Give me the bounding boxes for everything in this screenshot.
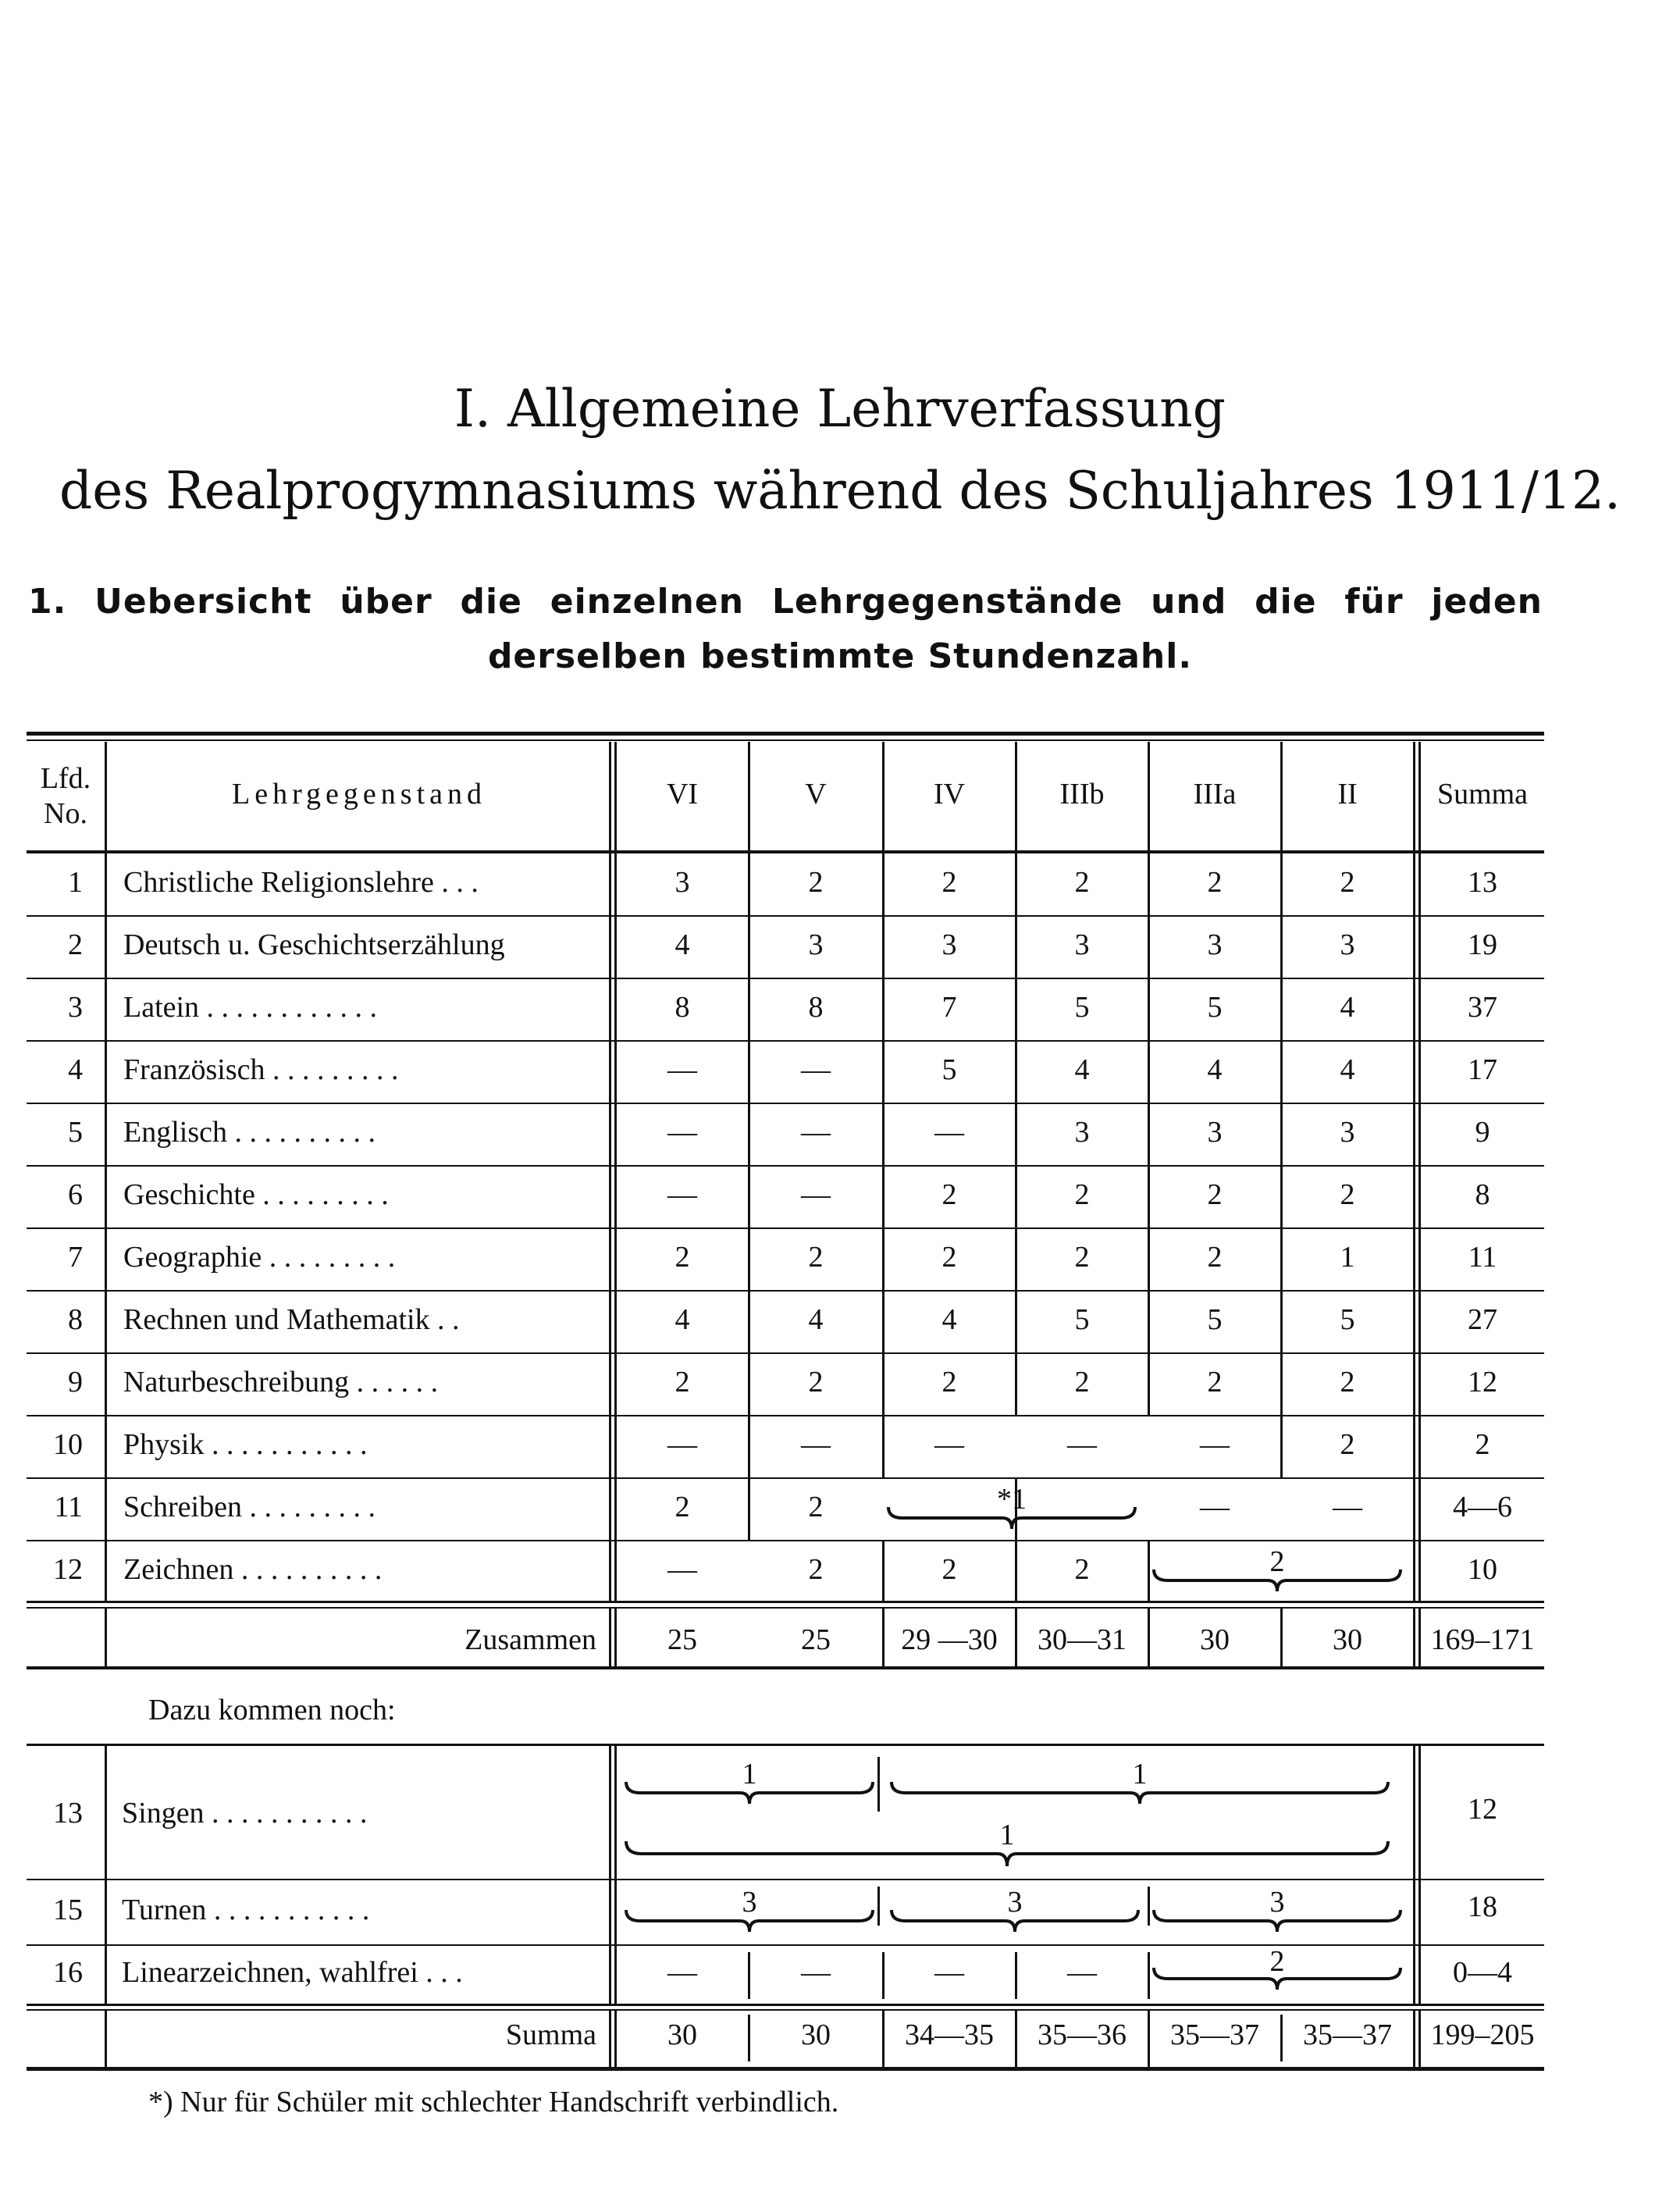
singen-brace-1 xyxy=(625,1780,874,1812)
row-10-class-v: — xyxy=(801,1428,831,1461)
row-rule xyxy=(27,1227,1544,1229)
row-3-no: 3 xyxy=(68,991,83,1024)
row-7-class-ii: 1 xyxy=(1340,1241,1355,1274)
row-4-class-ii: 4 xyxy=(1340,1053,1355,1086)
col-line xyxy=(1413,1746,1415,2004)
dazu-label: Dazu kommen noch: xyxy=(148,1694,396,1726)
col-line xyxy=(609,1746,611,2004)
singen-brace-2 xyxy=(890,1780,1390,1812)
zusammen-vi: 25 xyxy=(667,1623,697,1656)
col-line xyxy=(105,1746,107,2004)
col-line xyxy=(1148,1540,1150,1601)
row-rule xyxy=(27,1103,1544,1104)
row-10-no: 10 xyxy=(53,1428,83,1461)
turnen-brace-3 xyxy=(1152,1908,1402,1940)
summa-v: 30 xyxy=(801,2018,831,2051)
row-1-no: 1 xyxy=(68,866,83,899)
row-9-class-iiia: 2 xyxy=(1207,1366,1223,1399)
header-class-iv: IV xyxy=(933,778,966,811)
header-no: No. xyxy=(44,797,87,830)
zusammen-iiia: 30 xyxy=(1200,1623,1230,1656)
row-6-class-iiia: 2 xyxy=(1207,1178,1223,1211)
summa-iiib: 35—36 xyxy=(1038,2018,1127,2051)
singen-brace-1-value: 1 xyxy=(742,1758,757,1790)
row-10-class-iiib: — xyxy=(1067,1428,1097,1461)
header-rule xyxy=(27,850,1544,853)
header-sum: Summa xyxy=(1436,778,1529,811)
row-9-sum: 12 xyxy=(1468,1366,1497,1399)
row-6-class-iv: 2 xyxy=(941,1178,957,1211)
row-9-class-iiib: 2 xyxy=(1074,1366,1090,1399)
row-1-class-ii: 2 xyxy=(1340,866,1355,899)
row-6-sum: 8 xyxy=(1475,1178,1490,1211)
row-rule xyxy=(27,1040,1544,1042)
zusammen-rule-thin xyxy=(27,1607,1544,1609)
row-12-class-iv: 2 xyxy=(941,1553,957,1586)
row-5-class-iv: — xyxy=(934,1116,964,1149)
row-rule xyxy=(27,1290,1544,1292)
row-8-class-v: 4 xyxy=(808,1303,824,1336)
row-1-class-iiia: 2 xyxy=(1207,866,1223,899)
row-7-class-vi: 2 xyxy=(674,1241,690,1274)
row-7-class-iiib: 2 xyxy=(1074,1241,1090,1274)
row-6-class-iiib: 2 xyxy=(1074,1178,1090,1211)
header-class-iiib: IIIb xyxy=(1059,778,1105,811)
row-10-class-iiia: — xyxy=(1200,1428,1230,1461)
schreiben-brace-value: *1 xyxy=(997,1483,1027,1516)
linear-brace-value: 2 xyxy=(1269,1945,1285,1978)
row-11-sum: 4—6 xyxy=(1453,1491,1512,1523)
row-11-subject: Schreiben . . . . . . . . . xyxy=(123,1491,376,1523)
row-5-class-v: — xyxy=(801,1116,831,1149)
row-1-class-v: 2 xyxy=(808,866,824,899)
row-2-no: 2 xyxy=(68,928,83,961)
row-rule xyxy=(27,915,1544,917)
row-3-class-vi: 8 xyxy=(674,991,690,1024)
row-16-iiib: — xyxy=(1067,1956,1097,1989)
row-12-class-v: 2 xyxy=(808,1553,824,1586)
row-16-no: 16 xyxy=(53,1956,83,1989)
dazu-rule xyxy=(27,1744,1544,1746)
summa-iv: 34—35 xyxy=(905,2018,994,2051)
row-4-no: 4 xyxy=(68,1053,83,1086)
col-line xyxy=(1413,2011,1415,2067)
col-line xyxy=(1413,742,1415,1601)
row-13-sum: 12 xyxy=(1468,1793,1497,1826)
row-11-class-v: 2 xyxy=(808,1491,824,1523)
header-class-iiia: IIIa xyxy=(1193,778,1237,811)
row-4-class-iv: 5 xyxy=(941,1053,957,1086)
summa-rule-thin xyxy=(27,2009,1544,2011)
row-11-class-vi: 2 xyxy=(674,1491,690,1523)
singen-brace-3-value: 1 xyxy=(999,1819,1015,1851)
row-3-subject: Latein . . . . . . . . . . . . xyxy=(123,991,378,1024)
row-9-class-v: 2 xyxy=(808,1366,824,1399)
row-9-no: 9 xyxy=(68,1366,83,1399)
row-6-class-vi: — xyxy=(667,1178,697,1211)
row-2-class-vi: 4 xyxy=(674,928,690,961)
row-6-class-v: — xyxy=(801,1178,831,1211)
summa-sum: 199–205 xyxy=(1430,2018,1535,2051)
zusammen-iiib: 30—31 xyxy=(1038,1623,1127,1656)
row-13-no: 13 xyxy=(53,1797,83,1830)
col-line xyxy=(877,1887,880,1926)
row-11-class-iiia: — xyxy=(1200,1491,1230,1523)
row-7-subject: Geographie . . . . . . . . . xyxy=(123,1241,396,1274)
row-12-class-iiib: 2 xyxy=(1074,1553,1090,1586)
row-5-class-iiib: 3 xyxy=(1074,1116,1090,1149)
summa-label: Summa xyxy=(505,2018,596,2051)
row-7-class-iv: 2 xyxy=(941,1241,957,1274)
row-6-class-ii: 2 xyxy=(1340,1178,1355,1211)
row-10-sum: 2 xyxy=(1475,1428,1490,1461)
header-class-ii: II xyxy=(1337,778,1358,811)
col-line xyxy=(105,1609,107,1666)
row-4-class-iiia: 4 xyxy=(1207,1053,1223,1086)
row-3-sum: 37 xyxy=(1468,991,1497,1024)
col-line xyxy=(105,742,107,1601)
row-5-sum: 9 xyxy=(1475,1116,1490,1149)
row-16-v: — xyxy=(801,1956,831,1989)
row-16-iv: — xyxy=(934,1956,964,1989)
row-8-no: 8 xyxy=(68,1303,83,1336)
table-top-rule-thin xyxy=(27,739,1544,741)
row-4-sum: 17 xyxy=(1468,1053,1497,1086)
row-rule xyxy=(27,1165,1544,1167)
row-15-sum: 18 xyxy=(1468,1890,1497,1923)
row-1-class-iv: 2 xyxy=(941,866,957,899)
zusammen-ii: 30 xyxy=(1333,1623,1362,1656)
row-rule xyxy=(27,1352,1544,1354)
row-10-subject: Physik . . . . . . . . . . . xyxy=(123,1428,368,1461)
col-line xyxy=(1148,1887,1150,1926)
turnen-brace-2-value: 3 xyxy=(1007,1886,1023,1919)
row-5-class-vi: — xyxy=(667,1116,697,1149)
row-rule xyxy=(27,1879,1544,1880)
zusammen-iv: 29 —30 xyxy=(901,1623,998,1656)
row-7-sum: 11 xyxy=(1468,1241,1497,1274)
row-11-class-ii: — xyxy=(1333,1491,1362,1523)
row-rule xyxy=(27,1415,1544,1416)
zusammen-label: Zusammen xyxy=(464,1623,596,1656)
row-4-class-vi: — xyxy=(667,1053,697,1086)
row-9-subject: Naturbeschreibung . . . . . . xyxy=(123,1366,439,1399)
row-6-no: 6 xyxy=(68,1178,83,1211)
col-line xyxy=(609,2011,611,2067)
row-11-no: 11 xyxy=(54,1491,83,1523)
row-9-class-vi: 2 xyxy=(674,1366,690,1399)
linear-brace xyxy=(1152,1966,1402,1997)
row-rule xyxy=(27,978,1544,979)
title-line-2: des Realprogymnasiums während des Schuljahres 1911/12. xyxy=(59,461,1621,521)
singen-brace-2-value: 1 xyxy=(1132,1758,1148,1790)
row-7-class-v: 2 xyxy=(808,1241,824,1274)
zeichnen-brace-value: 2 xyxy=(1269,1545,1285,1578)
turnen-brace-2 xyxy=(890,1908,1140,1940)
table-bottom-rule xyxy=(27,2067,1544,2071)
row-3-class-iv: 7 xyxy=(941,991,957,1024)
zusammen-rule xyxy=(27,1601,1544,1603)
footnote: *) Nur für Schüler mit schlechter Handschrift verbindlich. xyxy=(148,2086,839,2118)
row-3-class-iiia: 5 xyxy=(1207,991,1223,1024)
row-2-class-ii: 3 xyxy=(1340,928,1355,961)
table-top-rule xyxy=(27,732,1544,736)
row-4-subject: Französisch . . . . . . . . . xyxy=(123,1053,399,1086)
row-16-vi: — xyxy=(667,1956,697,1989)
header-class-vi: VI xyxy=(666,778,699,811)
section-title-line-2: derselben bestimmte Stundenzahl. xyxy=(487,636,1193,676)
row-8-class-ii: 5 xyxy=(1340,1303,1355,1336)
row-8-class-iiib: 5 xyxy=(1074,1303,1090,1336)
summa-rule xyxy=(27,2004,1544,2006)
row-2-class-v: 3 xyxy=(808,928,824,961)
row-1-subject: Christliche Religionslehre . . . xyxy=(123,866,479,899)
turnen-brace-1-value: 3 xyxy=(742,1886,757,1919)
row-8-class-vi: 4 xyxy=(674,1303,690,1336)
summa-iiia: 35—37 xyxy=(1170,2018,1259,2051)
col-line xyxy=(877,1757,880,1812)
row-15-no: 15 xyxy=(53,1894,83,1926)
row-16-sum: 0—4 xyxy=(1453,1956,1512,1989)
row-2-subject: Deutsch u. Geschichtserzählung xyxy=(123,928,505,961)
row-3-class-ii: 4 xyxy=(1340,991,1355,1024)
row-5-class-iiia: 3 xyxy=(1207,1116,1223,1149)
row-10-class-vi: — xyxy=(667,1428,697,1461)
col-line xyxy=(105,2011,107,2067)
row-1-sum: 13 xyxy=(1468,866,1497,899)
zusammen-bottom-rule xyxy=(27,1666,1544,1669)
col-line xyxy=(1148,1952,1150,1999)
header-lfd: Lfd. xyxy=(40,762,91,795)
header-class-v: V xyxy=(805,778,827,811)
row-3-class-iiib: 5 xyxy=(1074,991,1090,1024)
row-3-class-v: 8 xyxy=(808,991,824,1024)
header-subject: Lehrgegenstand xyxy=(232,778,486,811)
section-title-line-1: 1. Uebersicht über die einzelnen Lehrgegenstände und die für jeden xyxy=(28,582,1543,622)
row-4-class-iiib: 4 xyxy=(1074,1053,1090,1086)
row-4-class-v: — xyxy=(801,1053,831,1086)
row-10-class-iv: — xyxy=(934,1428,964,1461)
row-5-class-ii: 3 xyxy=(1340,1116,1355,1149)
row-8-subject: Rechnen und Mathematik . . xyxy=(123,1303,460,1336)
summa-ii: 35—37 xyxy=(1303,2018,1392,2051)
turnen-brace-3-value: 3 xyxy=(1269,1886,1285,1919)
row-9-class-iv: 2 xyxy=(941,1366,957,1399)
row-2-class-iiia: 3 xyxy=(1207,928,1223,961)
row-8-class-iv: 4 xyxy=(941,1303,957,1336)
row-15-subject: Turnen . . . . . . . . . . . xyxy=(122,1894,370,1926)
row-12-sum: 10 xyxy=(1468,1553,1497,1586)
row-8-sum: 27 xyxy=(1468,1303,1497,1336)
row-rule xyxy=(27,1477,1544,1479)
turnen-brace-1 xyxy=(625,1908,874,1940)
row-1-class-iiib: 2 xyxy=(1074,866,1090,899)
row-12-subject: Zeichnen . . . . . . . . . . xyxy=(123,1553,383,1586)
row-7-no: 7 xyxy=(68,1241,83,1274)
title-line-1: I. Allgemeine Lehrverfassung xyxy=(454,379,1226,439)
summa-vi: 30 xyxy=(667,2018,697,2051)
singen-brace-3 xyxy=(625,1840,1390,1871)
col-line xyxy=(609,742,611,1601)
row-13-subject: Singen . . . . . . . . . . . xyxy=(122,1797,368,1830)
row-6-subject: Geschichte . . . . . . . . . xyxy=(123,1178,389,1211)
row-9-class-ii: 2 xyxy=(1340,1366,1355,1399)
row-2-class-iiib: 3 xyxy=(1074,928,1090,961)
col-line xyxy=(609,1609,611,1666)
row-5-no: 5 xyxy=(68,1116,83,1149)
row-7-class-iiia: 2 xyxy=(1207,1241,1223,1274)
row-1-class-vi: 3 xyxy=(674,866,690,899)
row-2-class-iv: 3 xyxy=(941,928,957,961)
row-12-no: 12 xyxy=(53,1553,83,1586)
row-2-sum: 19 xyxy=(1468,928,1497,961)
row-8-class-iiia: 5 xyxy=(1207,1303,1223,1336)
row-rule xyxy=(27,1540,1544,1541)
zusammen-sum: 169–171 xyxy=(1430,1623,1535,1656)
row-16-subject: Linearzeichnen, wahlfrei . . . xyxy=(122,1956,463,1989)
row-12-class-vi: — xyxy=(667,1553,697,1586)
row-5-subject: Englisch . . . . . . . . . . xyxy=(123,1116,376,1149)
row-10-class-ii: 2 xyxy=(1340,1428,1355,1461)
col-line xyxy=(1413,1609,1415,1666)
zusammen-v: 25 xyxy=(801,1623,831,1656)
